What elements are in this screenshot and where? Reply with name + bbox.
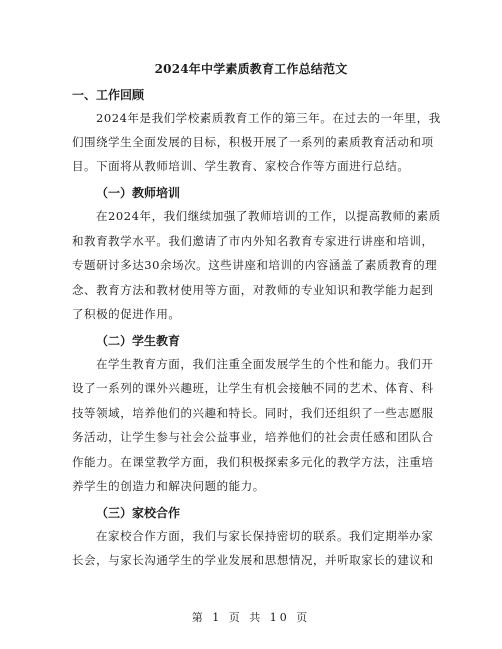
subsection-heading-teacher-training: （一）教师培训	[96, 186, 181, 200]
paragraph-line: 长会，与家长沟通学生的学业发展和思想情况，并听取家长的建议和	[72, 553, 434, 567]
paragraph-line: 目。下面将从教师培训、学生教育、家校合作等方面进行总结。	[72, 159, 410, 173]
paragraph-line: 养学生的创造力和解决问题的能力。	[72, 479, 265, 493]
paragraph-line: 在学生教育方面，我们注重全面发展学生的个性和能力。我们开	[96, 357, 434, 371]
paragraph-line: 设了一系列的课外兴趣班，让学生有机会接触不同的艺术、体育、科	[72, 381, 434, 395]
paragraph-line: 在家校合作方面，我们与家长保持密切的联系。我们定期举办家	[96, 529, 434, 543]
paragraph-line: 专题研讨多达30余场次。这些讲座和培训的内容涵盖了素质教育的理	[72, 258, 438, 272]
document-title: 2024年中学素质教育工作总结范文	[154, 62, 348, 76]
subsection-heading-home-school-cooperation: （三）家校合作	[96, 506, 181, 520]
paragraph-line: 了积极的促进作用。	[72, 307, 181, 321]
paragraph-line: 和教育教学水平。我们邀请了市内外知名教育专家进行讲座和培训，	[72, 234, 434, 248]
subsection-heading-student-education: （二）学生教育	[96, 334, 181, 348]
section-heading-work-review: 一、工作回顾	[72, 88, 145, 102]
paragraph-line: 技等领域，培养他们的兴趣和特长。同时，我们还组织了一些志愿服	[72, 406, 434, 420]
paragraph-line: 念、教育方法和教材使用等方面，对教师的专业知识和教学能力起到	[72, 283, 434, 297]
paragraph-line: 作能力。在课堂教学方面，我们积极探索多元化的教学方法，注重培	[72, 455, 434, 469]
paragraph-line: 2024年是我们学校素质教育工作的第三年。在过去的一年里，我	[96, 111, 441, 125]
paragraph-line: 在2024年，我们继续加强了教师培训的工作，以提高教师的素质	[96, 209, 441, 223]
paragraph-line: 们围绕学生全面发展的目标，积极开展了一系列的素质教育活动和项	[72, 135, 434, 149]
paragraph-line: 务活动，让学生参与社会公益事业，培养他们的社会责任感和团队合	[72, 430, 434, 444]
page-number-footer: 第 1 页 共 10 页	[191, 611, 311, 624]
